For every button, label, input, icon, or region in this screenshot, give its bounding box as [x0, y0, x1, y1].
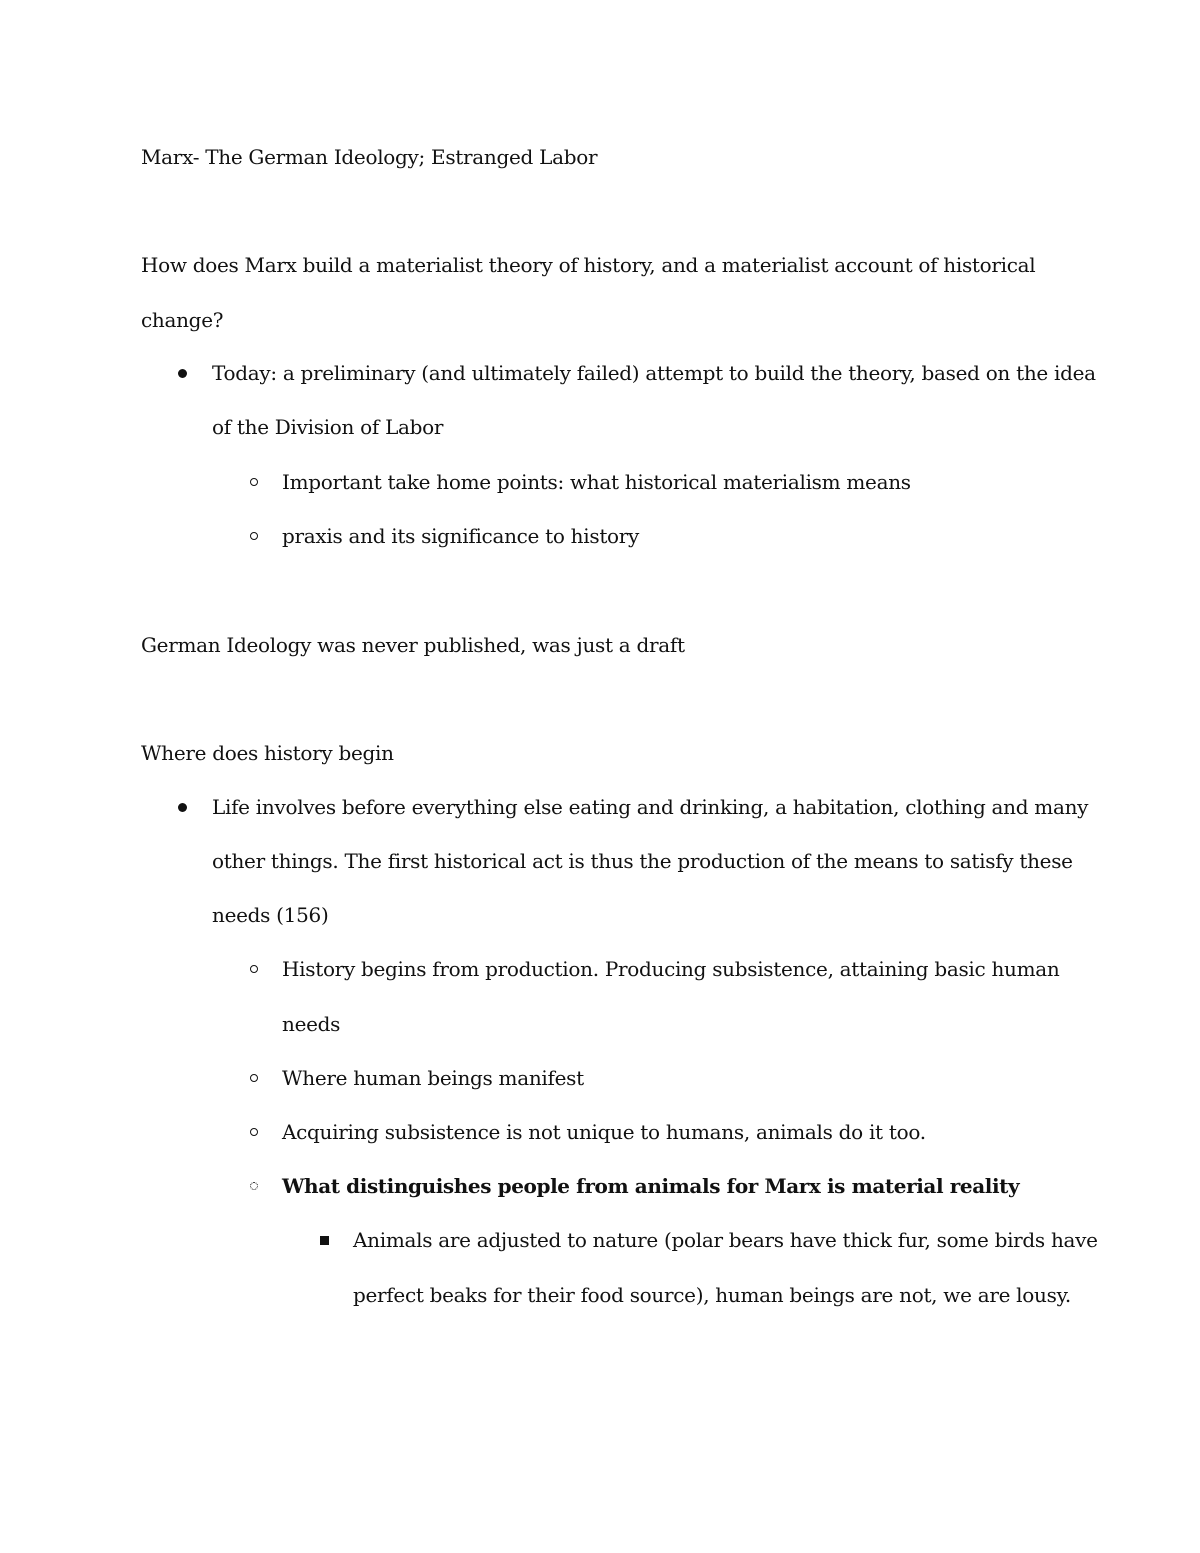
bullet-2-line-2: other things. The first historical act is thus the production of the means to satisfy these — [212, 849, 1073, 873]
sub-bullet-2a-line-1: History begins from production. Producing subsistence, attaining basic human — [282, 957, 1060, 981]
bullet-1-line-1: Today: a preliminary (and ultimately failed) attempt to build the theory, based on the idea — [212, 361, 1096, 385]
question-line-1: How does Marx build a materialist theory of history, and a materialist account of historical — [141, 253, 1036, 277]
sub-bullet-2a-line-2: needs — [282, 1012, 341, 1036]
bullet-circle-icon — [250, 532, 258, 540]
sub-sub-bullet-line-1: Animals are adjusted to nature (polar bears have thick fur, some birds have — [353, 1228, 1098, 1252]
bullet-square-icon — [320, 1236, 329, 1245]
bullet-circle-icon — [250, 965, 258, 973]
bullet-disc-icon — [178, 803, 187, 812]
sub-bullet-2d-bold: What distinguishes people from animals for Marx is material reality — [282, 1174, 1020, 1198]
question-line-2: change? — [141, 308, 224, 332]
note-line: German Ideology was never published, was just a draft — [141, 633, 685, 657]
sub-bullet-1b: praxis and its significance to history — [282, 524, 640, 548]
sub-bullet-1a: Important take home points: what historical materialism means — [282, 470, 911, 494]
bullet-disc-icon — [178, 369, 187, 378]
document-title: Marx- The German Ideology; Estranged Labor — [141, 145, 598, 169]
bullet-1-line-2: of the Division of Labor — [212, 415, 444, 439]
bullet-circle-icon — [250, 478, 258, 486]
sub-bullet-2b: Where human beings manifest — [282, 1066, 584, 1090]
bullet-2-line-3: needs (156) — [212, 903, 329, 927]
sub-sub-bullet-line-2: perfect beaks for their food source), human beings are not, we are lousy. — [353, 1283, 1071, 1307]
bullet-circle-icon — [250, 1074, 258, 1082]
bullet-circle-icon — [250, 1128, 258, 1136]
bullet-circle-icon — [250, 1182, 258, 1190]
bullet-2-line-1: Life involves before everything else eating and drinking, a habitation, clothing and many — [212, 795, 1089, 819]
sub-bullet-2c: Acquiring subsistence is not unique to humans, animals do it too. — [282, 1120, 926, 1144]
section-heading: Where does history begin — [141, 741, 394, 765]
